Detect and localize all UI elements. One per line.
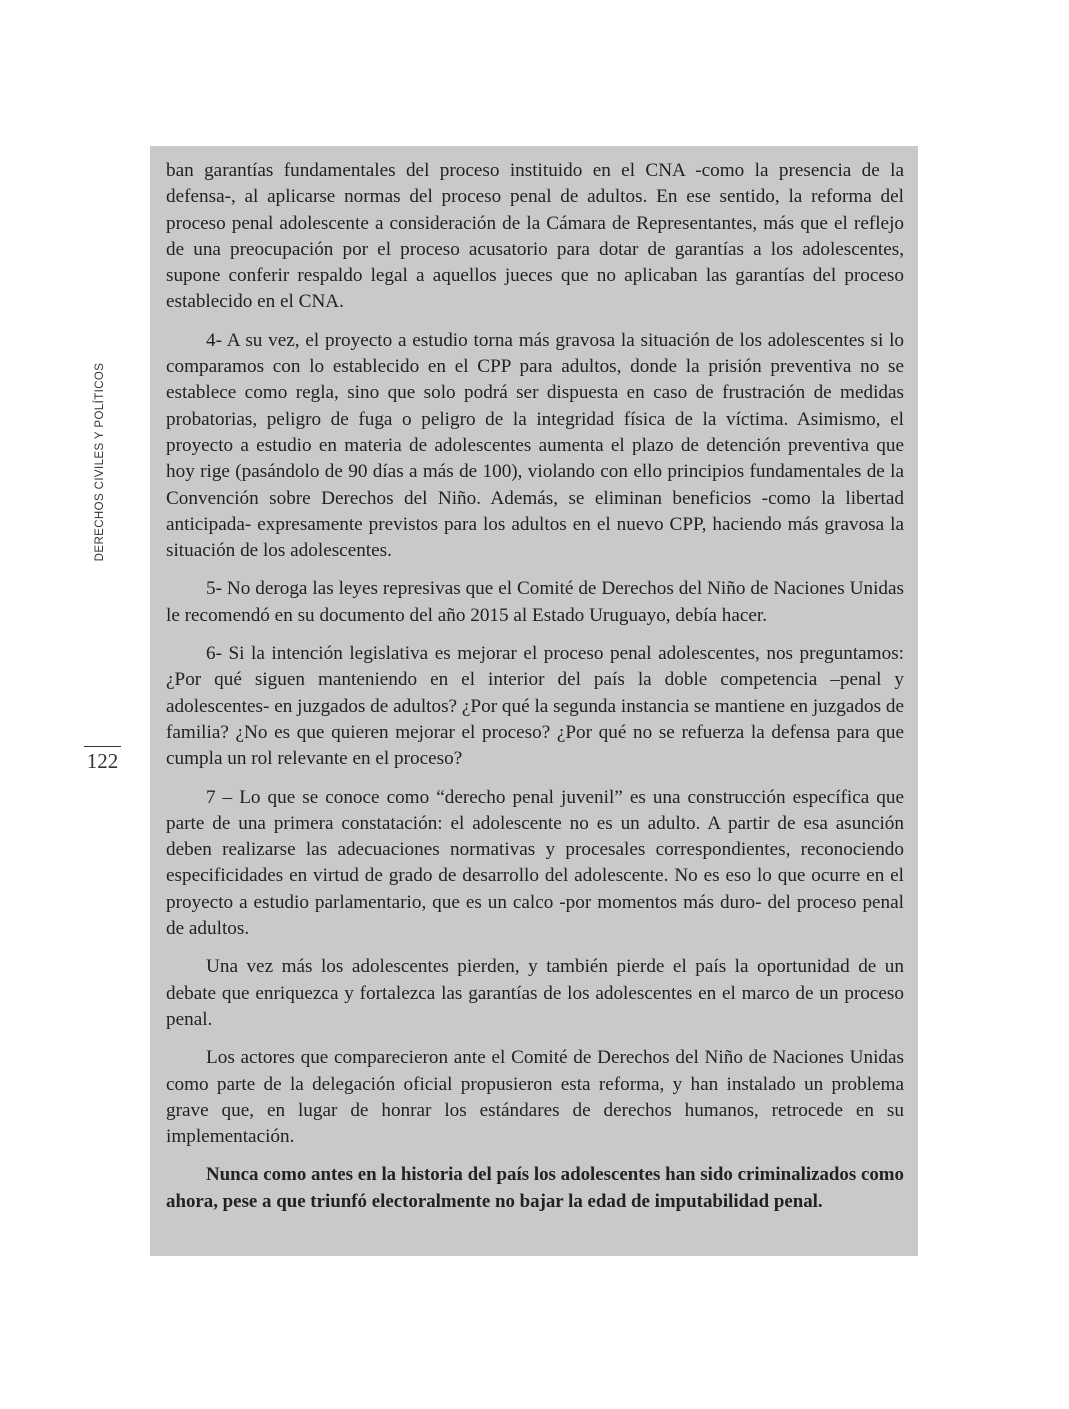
paragraph-point-5: 5- No deroga las leyes represivas que el Comité de Derechos del Niño de Naciones Unidas le recomendó en su documento del año 2015 al Estado Uruguayo, debía hacer. [166, 578, 904, 626]
page-number-rule [84, 746, 121, 747]
running-section-label: DERECHOS CIVILES Y POLÍTICOS [94, 362, 106, 562]
paragraph-point-6: 6- Si la intención legislativa es mejorar el proceso penal adolescentes, nos preguntamos: ¿Por qué siguen manteniendo en el interior del país la doble competencia –penal y adolescentes- en juzgados de adultos? ¿Por qué la segunda instancia se mantiene en juzgados de familia? ¿No es que quieren mejorar el proceso? ¿Por qué no se refuerza la defensa para que cumpla un rol relevante en el proceso? [166, 643, 904, 770]
shaded-text-panel [150, 146, 918, 1256]
paragraph-actors: Los actores que comparecieron ante el Comité de Derechos del Niño de Naciones Unidas como parte de la delegación oficial propusieron esta reforma, y han instalado un problema grave que, en lugar de honrar los estándares de derechos humanos, retrocede en su implementación. [166, 1047, 904, 1148]
paragraph-point-4: 4- A su vez, el proyecto a estudio torna más gravosa la situación de los adolescentes si lo comparamos con lo establecido en el CPP para adultos, donde la prisión preventiva no se establece como regla, sino que solo podrá ser dispuesta en caso de frustración de medidas probatorias, peligro de fuga o peligro de la integridad física de la víctima. Asimismo, el proyecto a estudio en materia de adolescentes aumenta el plazo de detención preventiva que hoy rige (pasándolo de 90 días a más de 100), violando con ello principios fundamentales de la Convención sobre Derechos del Niño. Además, se eliminan beneficios -como la libertad anticipada- expresamente previstos para los adultos en el nuevo CPP, haciendo más gravosa la situación de los adolescentes. [166, 329, 904, 562]
paragraph-continuation: ban garantías fundamentales del proceso instituido en el CNA -como la presencia de la defensa-, al aplicarse normas del proceso penal de adultos. En ese sentido, la reforma del proceso penal adolescente a consideración de la Cámara de Representantes, más que el reflejo de una preocupación por el proceso acusatorio para dotar de garantías a los adolescentes, supone conferir respaldo legal a aquellos jueces que no aplicaban las garantías del proceso establecido en el CNA. [166, 160, 904, 313]
paragraph-conclusion: Una vez más los adolescentes pierden, y también pierde el país la oportunidad de un debate que enriquezca y fortalezca las garantías de los adolescentes en el marco de un proceso penal. [166, 956, 904, 1030]
closing-statement: Nunca como antes en la historia del país los adolescentes han sido criminalizados como ahora, pese a que triunfó electoralmente no bajar la edad de imputabilidad penal. [166, 1164, 904, 1212]
page-number: 122 [86, 749, 119, 773]
paragraph-point-7: 7 – Lo que se conoce como “derecho penal juvenil” es una construcción específica que parte de una primera constatación: el adolescente no es un adulto. A partir de esa asunción deben realizarse las adecuaciones normativas y procesales correspondientes, reconociendo especificidades en virtud de grado de desarrollo del adolescente. No es eso lo que ocurre en el proyecto a estudio parlamentario, que es un calco -por momentos más duro- del proceso penal de adultos. [166, 786, 904, 940]
